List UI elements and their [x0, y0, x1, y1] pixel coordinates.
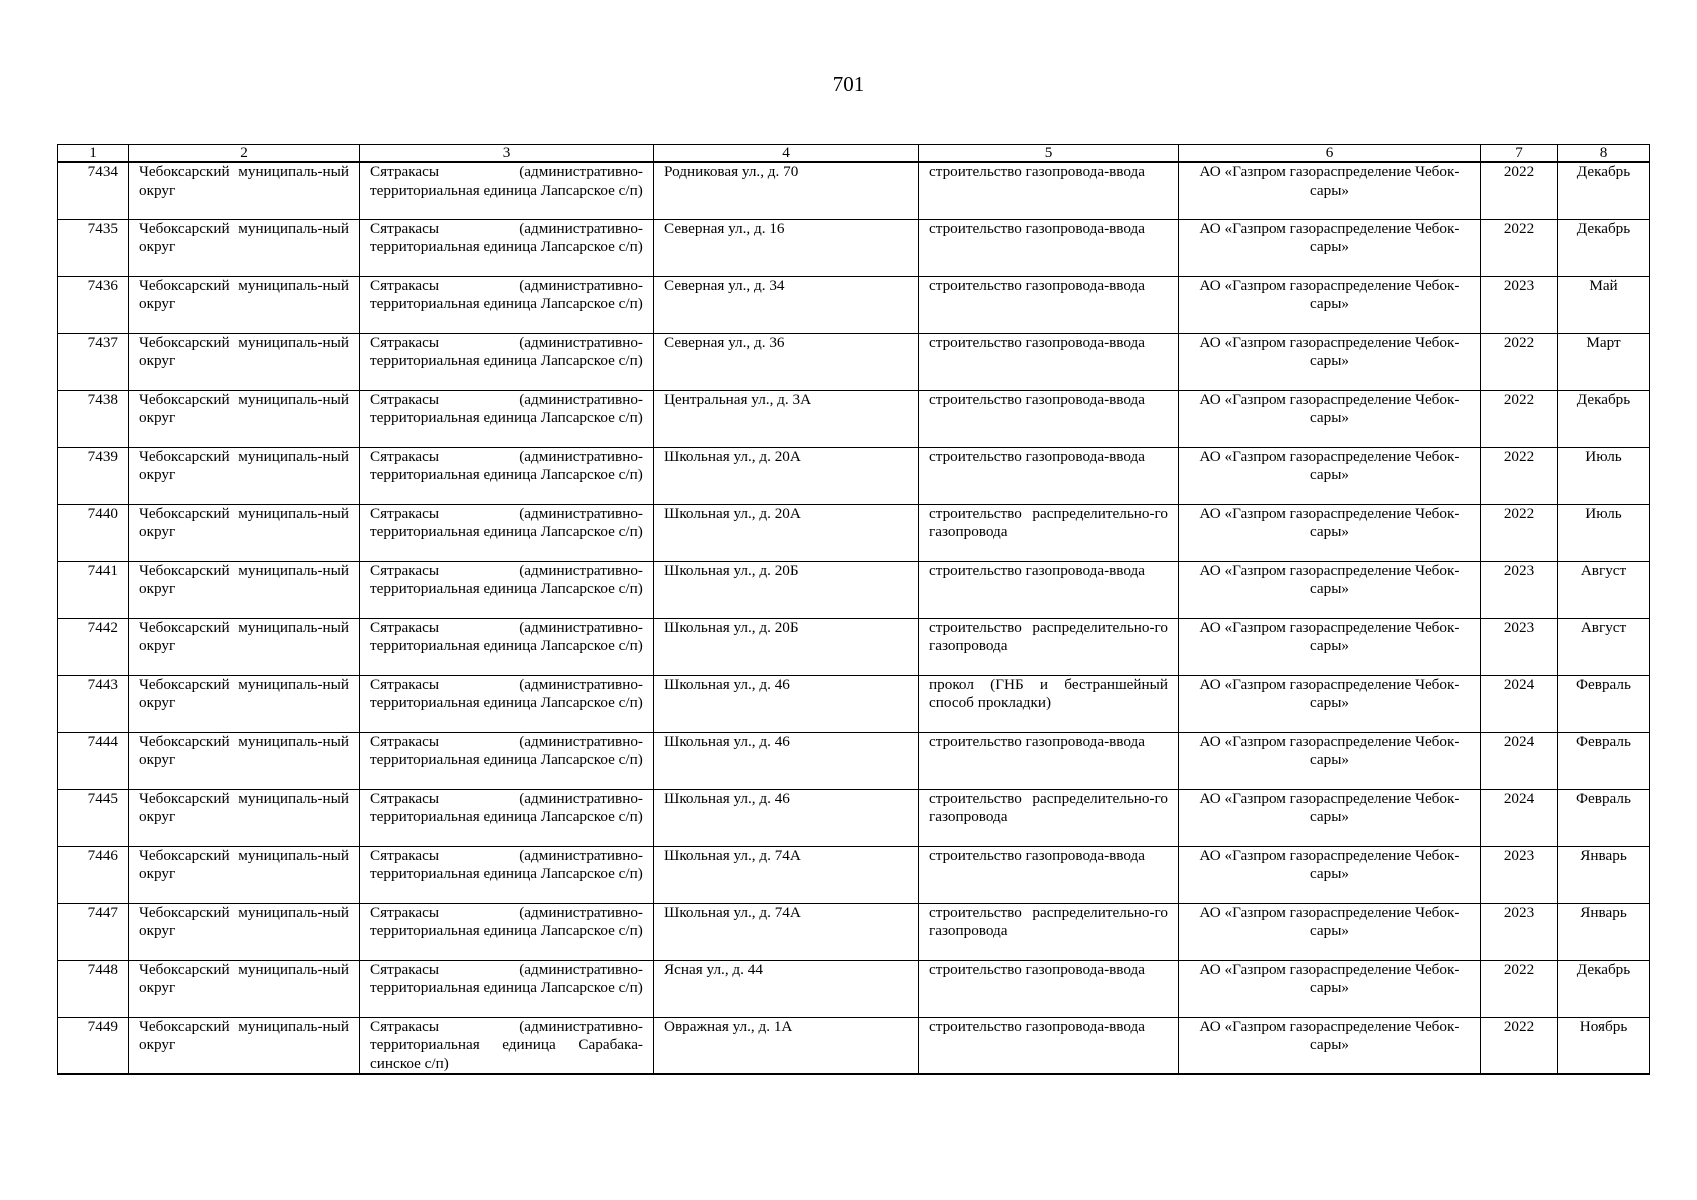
- table-row: [58, 903, 1650, 960]
- column-header: 3: [360, 145, 654, 163]
- register-table: [57, 144, 1650, 1075]
- work-type-cell: строительство газопровода-ввода: [919, 561, 1179, 618]
- month-cell: Ноябрь: [1558, 1017, 1650, 1074]
- organization-cell: АО «Газпром газораспределение Чебок-сары»: [1179, 618, 1481, 675]
- organization-cell: АО «Газпром газораспределение Чебок-сары»: [1179, 390, 1481, 447]
- year-cell: 2023: [1481, 903, 1558, 960]
- organization-cell: АО «Газпром газораспределение Чебок-сары»: [1179, 504, 1481, 561]
- organization-cell: АО «Газпром газораспределение Чебок-сары»: [1179, 333, 1481, 390]
- month-cell: Август: [1558, 561, 1650, 618]
- address-cell: Северная ул., д. 16: [654, 219, 919, 276]
- column-header: 1: [58, 145, 129, 163]
- table-row: [58, 504, 1650, 561]
- work-type-cell: строительство распределительно-го газопровода: [919, 789, 1179, 846]
- row-number: 7448: [58, 960, 129, 1017]
- month-cell: Март: [1558, 333, 1650, 390]
- district-cell: Чебоксарский муниципаль-ный округ: [129, 447, 360, 504]
- table-row: [58, 219, 1650, 276]
- address-cell: Овражная ул., д. 1А: [654, 1017, 919, 1074]
- row-number: 7445: [58, 789, 129, 846]
- district-cell: Чебоксарский муниципаль-ный округ: [129, 162, 360, 219]
- work-type-cell: строительство газопровода-ввода: [919, 333, 1179, 390]
- district-cell: Чебоксарский муниципаль-ный округ: [129, 789, 360, 846]
- address-cell: Школьная ул., д. 46: [654, 789, 919, 846]
- month-cell: Август: [1558, 618, 1650, 675]
- organization-cell: АО «Газпром газораспределение Чебок-сары»: [1179, 447, 1481, 504]
- district-cell: Чебоксарский муниципаль-ный округ: [129, 618, 360, 675]
- work-type-cell: строительство газопровода-ввода: [919, 219, 1179, 276]
- column-header: 4: [654, 145, 919, 163]
- row-number: 7436: [58, 276, 129, 333]
- month-cell: Май: [1558, 276, 1650, 333]
- row-number: 7443: [58, 675, 129, 732]
- month-cell: Декабрь: [1558, 960, 1650, 1017]
- table-row: [58, 789, 1650, 846]
- organization-cell: АО «Газпром газораспределение Чебок-сары»: [1179, 561, 1481, 618]
- organization-cell: АО «Газпром газораспределение Чебок-сары»: [1179, 219, 1481, 276]
- row-number: 7440: [58, 504, 129, 561]
- address-cell: Школьная ул., д. 20Б: [654, 618, 919, 675]
- settlement-cell: Сятракасы (административно-территориальная единица Лапсарское с/п): [360, 675, 654, 732]
- year-cell: 2023: [1481, 846, 1558, 903]
- settlement-cell: Сятракасы (административно-территориальная единица Лапсарское с/п): [360, 276, 654, 333]
- column-header: 6: [1179, 145, 1481, 163]
- year-cell: 2024: [1481, 675, 1558, 732]
- table-row: [58, 960, 1650, 1017]
- year-cell: 2022: [1481, 390, 1558, 447]
- address-cell: Школьная ул., д. 20А: [654, 447, 919, 504]
- month-cell: Январь: [1558, 903, 1650, 960]
- row-number: 7435: [58, 219, 129, 276]
- settlement-cell: Сятракасы (административно-территориальная единица Сарабака-синское с/п): [360, 1017, 654, 1074]
- year-cell: 2023: [1481, 561, 1558, 618]
- column-header: 5: [919, 145, 1179, 163]
- work-type-cell: строительство распределительно-го газопровода: [919, 618, 1179, 675]
- district-cell: Чебоксарский муниципаль-ный округ: [129, 504, 360, 561]
- district-cell: Чебоксарский муниципаль-ный округ: [129, 219, 360, 276]
- organization-cell: АО «Газпром газораспределение Чебок-сары»: [1179, 846, 1481, 903]
- month-cell: Февраль: [1558, 789, 1650, 846]
- work-type-cell: строительство газопровода-ввода: [919, 276, 1179, 333]
- settlement-cell: Сятракасы (административно-территориальная единица Лапсарское с/п): [360, 903, 654, 960]
- work-type-cell: строительство газопровода-ввода: [919, 447, 1179, 504]
- organization-cell: АО «Газпром газораспределение Чебок-сары»: [1179, 276, 1481, 333]
- year-cell: 2022: [1481, 1017, 1558, 1074]
- year-cell: 2022: [1481, 333, 1558, 390]
- table-row: [58, 618, 1650, 675]
- table-body: [58, 162, 1650, 1074]
- year-cell: 2024: [1481, 789, 1558, 846]
- address-cell: Школьная ул., д. 74А: [654, 903, 919, 960]
- district-cell: Чебоксарский муниципаль-ный округ: [129, 333, 360, 390]
- year-cell: 2022: [1481, 447, 1558, 504]
- settlement-cell: Сятракасы (административно-территориальная единица Лапсарское с/п): [360, 219, 654, 276]
- organization-cell: АО «Газпром газораспределение Чебок-сары»: [1179, 1017, 1481, 1074]
- table-row: [58, 333, 1650, 390]
- organization-cell: АО «Газпром газораспределение Чебок-сары»: [1179, 675, 1481, 732]
- row-number: 7439: [58, 447, 129, 504]
- settlement-cell: Сятракасы (административно-территориальная единица Лапсарское с/п): [360, 960, 654, 1017]
- district-cell: Чебоксарский муниципаль-ный округ: [129, 903, 360, 960]
- work-type-cell: строительство распределительно-го газопровода: [919, 903, 1179, 960]
- month-cell: Февраль: [1558, 675, 1650, 732]
- column-header: 2: [129, 145, 360, 163]
- address-cell: Северная ул., д. 34: [654, 276, 919, 333]
- row-number: 7442: [58, 618, 129, 675]
- table-row: [58, 276, 1650, 333]
- column-number-header: [58, 145, 1650, 163]
- year-cell: 2023: [1481, 618, 1558, 675]
- address-cell: Центральная ул., д. 3А: [654, 390, 919, 447]
- year-cell: 2024: [1481, 732, 1558, 789]
- table-row: [58, 675, 1650, 732]
- district-cell: Чебоксарский муниципаль-ный округ: [129, 276, 360, 333]
- work-type-cell: строительство газопровода-ввода: [919, 390, 1179, 447]
- row-number: 7441: [58, 561, 129, 618]
- district-cell: Чебоксарский муниципаль-ный округ: [129, 390, 360, 447]
- work-type-cell: строительство газопровода-ввода: [919, 960, 1179, 1017]
- month-cell: Январь: [1558, 846, 1650, 903]
- settlement-cell: Сятракасы (административно-территориальная единица Лапсарское с/п): [360, 846, 654, 903]
- work-type-cell: строительство газопровода-ввода: [919, 846, 1179, 903]
- district-cell: Чебоксарский муниципаль-ный округ: [129, 960, 360, 1017]
- settlement-cell: Сятракасы (административно-территориальная единица Лапсарское с/п): [360, 561, 654, 618]
- organization-cell: АО «Газпром газораспределение Чебок-сары»: [1179, 732, 1481, 789]
- address-cell: Школьная ул., д. 20А: [654, 504, 919, 561]
- table-row: [58, 1017, 1650, 1074]
- year-cell: 2023: [1481, 276, 1558, 333]
- row-number: 7437: [58, 333, 129, 390]
- address-cell: Родниковая ул., д. 70: [654, 162, 919, 219]
- year-cell: 2022: [1481, 162, 1558, 219]
- year-cell: 2022: [1481, 219, 1558, 276]
- district-cell: Чебоксарский муниципаль-ный округ: [129, 1017, 360, 1074]
- settlement-cell: Сятракасы (административно-территориальная единица Лапсарское с/п): [360, 789, 654, 846]
- table-row: [58, 732, 1650, 789]
- month-cell: Декабрь: [1558, 390, 1650, 447]
- settlement-cell: Сятракасы (административно-территориальная единица Лапсарское с/п): [360, 504, 654, 561]
- month-cell: Декабрь: [1558, 219, 1650, 276]
- table-row: [58, 561, 1650, 618]
- table-row: [58, 390, 1650, 447]
- table-row: [58, 162, 1650, 219]
- settlement-cell: Сятракасы (административно-территориальная единица Лапсарское с/п): [360, 390, 654, 447]
- page-number: 701: [832, 72, 865, 96]
- district-cell: Чебоксарский муниципаль-ный округ: [129, 675, 360, 732]
- settlement-cell: Сятракасы (административно-территориальная единица Лапсарское с/п): [360, 162, 654, 219]
- district-cell: Чебоксарский муниципаль-ный округ: [129, 561, 360, 618]
- header-row: [58, 145, 1650, 163]
- work-type-cell: строительство газопровода-ввода: [919, 162, 1179, 219]
- month-cell: Февраль: [1558, 732, 1650, 789]
- work-type-cell: прокол (ГНБ и бестраншейный способ прокладки): [919, 675, 1179, 732]
- settlement-cell: Сятракасы (административно-территориальная единица Лапсарское с/п): [360, 333, 654, 390]
- row-number: 7438: [58, 390, 129, 447]
- address-cell: Северная ул., д. 36: [654, 333, 919, 390]
- district-cell: Чебоксарский муниципаль-ный округ: [129, 732, 360, 789]
- organization-cell: АО «Газпром газораспределение Чебок-сары»: [1179, 162, 1481, 219]
- row-number: 7444: [58, 732, 129, 789]
- address-cell: Школьная ул., д. 46: [654, 675, 919, 732]
- column-header: 7: [1481, 145, 1558, 163]
- row-number: 7447: [58, 903, 129, 960]
- table-row: [58, 846, 1650, 903]
- month-cell: Июль: [1558, 504, 1650, 561]
- row-number: 7446: [58, 846, 129, 903]
- district-cell: Чебоксарский муниципаль-ный округ: [129, 846, 360, 903]
- settlement-cell: Сятракасы (административно-территориальная единица Лапсарское с/п): [360, 618, 654, 675]
- column-header: 8: [1558, 145, 1650, 163]
- work-type-cell: строительство газопровода-ввода: [919, 1017, 1179, 1074]
- table-row: [58, 447, 1650, 504]
- row-number: 7449: [58, 1017, 129, 1074]
- settlement-cell: Сятракасы (административно-территориальная единица Лапсарское с/п): [360, 732, 654, 789]
- work-type-cell: строительство распределительно-го газопровода: [919, 504, 1179, 561]
- month-cell: Июль: [1558, 447, 1650, 504]
- address-cell: Школьная ул., д. 74А: [654, 846, 919, 903]
- year-cell: 2022: [1481, 504, 1558, 561]
- address-cell: Школьная ул., д. 20Б: [654, 561, 919, 618]
- organization-cell: АО «Газпром газораспределение Чебок-сары»: [1179, 789, 1481, 846]
- organization-cell: АО «Газпром газораспределение Чебок-сары»: [1179, 960, 1481, 1017]
- row-number: 7434: [58, 162, 129, 219]
- organization-cell: АО «Газпром газораспределение Чебок-сары»: [1179, 903, 1481, 960]
- year-cell: 2022: [1481, 960, 1558, 1017]
- month-cell: Декабрь: [1558, 162, 1650, 219]
- work-type-cell: строительство газопровода-ввода: [919, 732, 1179, 789]
- settlement-cell: Сятракасы (административно-территориальная единица Лапсарское с/п): [360, 447, 654, 504]
- address-cell: Ясная ул., д. 44: [654, 960, 919, 1017]
- address-cell: Школьная ул., д. 46: [654, 732, 919, 789]
